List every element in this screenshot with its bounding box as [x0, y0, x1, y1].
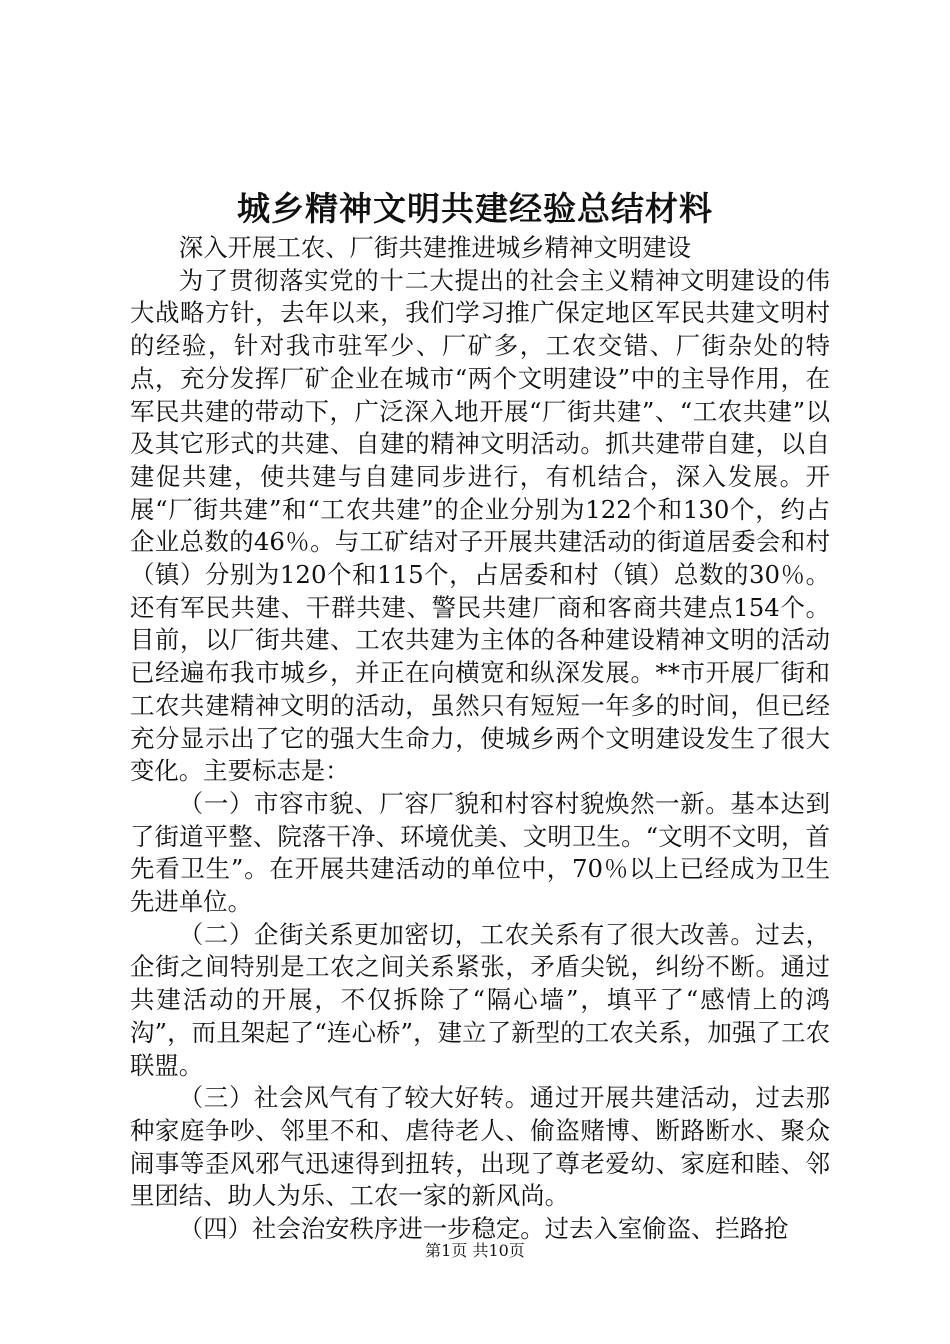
point-three-paragraph: （三）社会风气有了较大好转。通过开展共建活动，过去那种家庭争吵、邻里不和、虐待老人、偷盗赌博、断路断水、聚众闹事等歪风邪气迅速得到扭转，出现了尊老爱幼、家庭和睦、邻里团结、助人为乐、工农一家的新风尚。 [130, 1083, 830, 1211]
point-one-paragraph: （一）市容市貌、厂容厂貌和村容村貌焕然一新。基本达到了街道平整、院落干净、环境优美、文明卫生。“文明不文明，首先看卫生”。在开展共建活动的单位中，70％以上已经成为卫生先进单位。 [130, 788, 830, 917]
document-title: 城乡精神文明共建经验总结材料 [237, 189, 713, 228]
intro-paragraph: 为了贯彻落实党的十二大提出的社会主义精神文明建设的伟大战略方针，去年以来，我们学习推广保定地区军民共建文明村的经验，针对我市驻军少、厂矿多，工农交错、厂街杂处的特点，充分发挥厂矿企业在城市“两个文明建设”中的主导作用，在军民共建的带动下，广泛深入地开展“厂街共建”、“工农共建”以及其它形式的共建、自建的精神文明活动。抓共建带自建，以自建促共建，使共建与自建同步进行，有机结合，深入发展。开展“厂街共建”和“工农共建”的企业分别为122个和130个，约占企业总数的46％。与工矿结对子开展共建活动的街道居委会和村（镇）分别为120个和115个，占居委和村（镇）总数的30％。还有军民共建、干群共建、警民共建厂商和客商共建点154个。目前，以厂街共建、工农共建为主体的各种建设精神文明的活动已经遍布我市城乡，并正在向横宽和纵深发展。**市开展厂街和工农共建精神文明的活动，虽然只有短短一年多的时间，但已经充分显示出了它的强大生命力，使城乡两个文明建设发生了很大变化。主要标志是： [130, 265, 830, 786]
point-four-paragraph: （四）社会治安秩序进一步稳定。过去入室偷盗、拦路抢 [178, 1214, 789, 1244]
point-two-paragraph: （二）企街关系更加密切，工农关系有了很大改善。过去，企街之间特别是工农之间关系紧张，矛盾尖锐，纠纷不断。通过共建活动的开展，不仅拆除了“隔心墙”，填平了“感情上的鸿沟”，而且架起了“连心桥”，建立了新型的工农关系，加强了工农联盟。 [130, 919, 830, 1080]
page-footer: 第1页 共10页 [425, 1241, 525, 1260]
document-body [130, 232, 830, 1246]
subtitle-paragraph: 深入开展工农、厂街共建推进城乡精神文明建设 [178, 233, 692, 262]
